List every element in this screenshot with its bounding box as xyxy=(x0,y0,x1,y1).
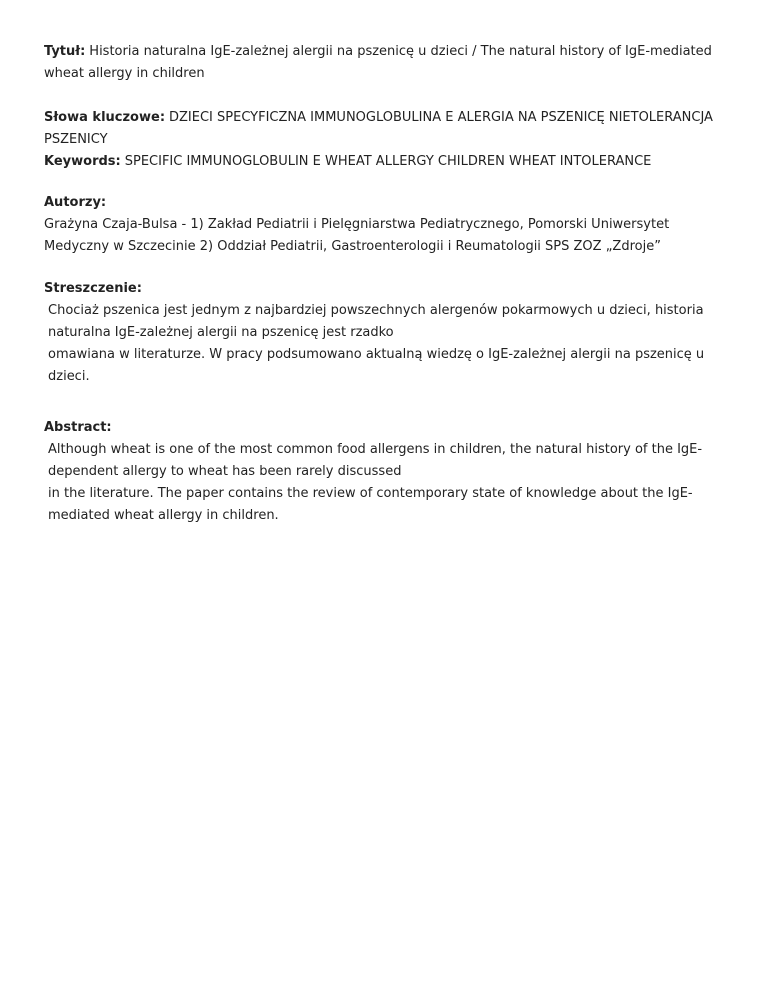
summary-pl-label: Streszczenie: xyxy=(44,281,142,296)
abstract-en-paragraph-2: in the literature. The paper contains the review of contemporary state of knowledge about the IgE-mediated wheat allergy in children. xyxy=(48,486,693,523)
abstract-en-label: Abstract: xyxy=(44,420,112,435)
keywords-pl-text: DZIECI SPECYFICZNA IMMUNOGLOBULINA E ALERGIA NA PSZENICĘ NIETOLERANCJA PSZENICY xyxy=(44,110,713,147)
summary-pl-paragraph-1: Chociaż pszenica jest jednym z najbardziej powszechnych alergenów pokarmowych u dzieci, historia naturalna IgE-zależnej alergii na pszenicę jest rzadko xyxy=(48,303,704,340)
keywords-pl-section xyxy=(44,107,724,151)
title-text: Historia naturalna IgE-zależnej alergii na pszenicę u dzieci / The natural history of IgE-mediated wheat allergy in children xyxy=(44,44,712,81)
authors-section xyxy=(44,192,724,258)
keywords-en-text: SPECIFIC IMMUNOGLOBULIN E WHEAT ALLERGY CHILDREN WHEAT INTOLERANCE xyxy=(124,154,652,169)
abstract-en-paragraph-1: Although wheat is one of the most common food allergens in children, the natural history of the IgE-dependent allergy to wheat has been rarely discussed xyxy=(48,442,703,479)
title-section xyxy=(44,41,724,85)
authors-label: Autorzy: xyxy=(44,195,107,210)
keywords-en-section xyxy=(44,151,724,173)
summary-pl-section xyxy=(44,278,724,388)
keywords-pl-label: Słowa kluczowe: xyxy=(44,110,166,125)
keywords-en-label: Keywords: xyxy=(44,154,121,169)
abstract-en-section xyxy=(44,417,724,527)
title-label: Tytuł: xyxy=(44,44,86,59)
summary-pl-paragraph-2: omawiana w literaturze. W pracy podsumowano aktualną wiedzę o IgE-zależnej alergii na pszenicę u dzieci. xyxy=(48,347,705,384)
authors-text: Grażyna Czaja-Bulsa - 1) Zakład Pediatrii i Pielęgniarstwa Pediatrycznego, Pomorski Uniwersytet Medyczny w Szczecinie 2) Oddział Pediatrii, Gastroenterologii i Reumatologii SPS ZOZ „Zdroje” xyxy=(44,217,670,254)
